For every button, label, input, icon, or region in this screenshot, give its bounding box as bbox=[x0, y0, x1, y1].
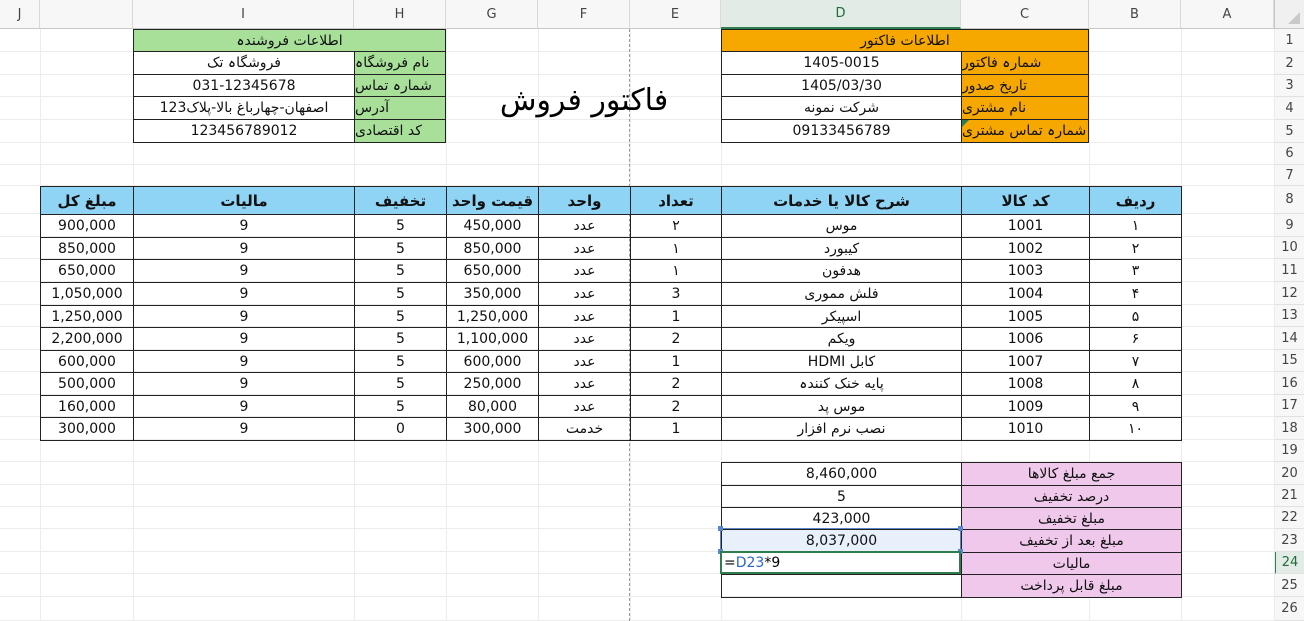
table-cell[interactable]: 450,000 bbox=[446, 214, 539, 238]
table-cell[interactable]: موس bbox=[721, 214, 962, 238]
table-cell[interactable]: فلش مموری bbox=[721, 282, 962, 306]
column-header-f[interactable]: F bbox=[538, 0, 630, 29]
table-cell[interactable]: 9 bbox=[133, 282, 355, 306]
row-header-12[interactable]: 12 bbox=[1274, 282, 1304, 305]
table-cell[interactable]: 650,000 bbox=[446, 259, 539, 283]
table-cell[interactable]: 2 bbox=[630, 327, 722, 351]
table-cell[interactable]: ۸ bbox=[1089, 372, 1182, 396]
row-header-25[interactable]: 25 bbox=[1274, 574, 1304, 597]
seller-info-value[interactable]: 031-12345678 bbox=[133, 74, 355, 97]
table-cell[interactable]: 1003 bbox=[961, 259, 1090, 283]
table-cell[interactable]: ۲ bbox=[1089, 237, 1182, 260]
table-cell[interactable]: 1006 bbox=[961, 327, 1090, 351]
table-cell[interactable]: 9 bbox=[133, 327, 355, 351]
row-header-22[interactable]: 22 bbox=[1274, 507, 1304, 529]
table-cell[interactable]: 250,000 bbox=[446, 372, 539, 396]
column-header-d[interactable]: D bbox=[721, 0, 961, 29]
table-cell[interactable]: ۴ bbox=[1089, 282, 1182, 306]
table-cell[interactable]: موس پد bbox=[721, 395, 962, 418]
table-cell[interactable]: کابل HDMI bbox=[721, 350, 962, 373]
table-cell[interactable]: 5 bbox=[354, 327, 447, 351]
table-header-cell[interactable]: قیمت واحد bbox=[446, 186, 539, 215]
table-header-cell[interactable]: واحد bbox=[538, 186, 631, 215]
table-cell[interactable]: 9 bbox=[133, 259, 355, 283]
table-header-cell[interactable]: شرح کالا یا خدمات bbox=[721, 186, 962, 215]
table-cell[interactable]: ۷ bbox=[1089, 350, 1182, 373]
row-header-18[interactable]: 18 bbox=[1274, 417, 1304, 440]
column-header-j-body[interactable] bbox=[40, 0, 133, 29]
table-cell[interactable]: عدد bbox=[538, 305, 631, 328]
table-cell[interactable]: عدد bbox=[538, 214, 631, 238]
row-header-2[interactable]: 2 bbox=[1274, 52, 1304, 75]
invoice-info-label[interactable]: تاریخ صدور bbox=[961, 74, 1089, 97]
table-cell[interactable]: 1010 bbox=[961, 417, 1090, 441]
invoice-info-header[interactable]: اطلاعات فاکتور bbox=[721, 29, 1089, 52]
table-cell[interactable]: 9 bbox=[133, 417, 355, 441]
table-cell[interactable]: ویکم bbox=[721, 327, 962, 351]
table-cell[interactable]: 1007 bbox=[961, 350, 1090, 373]
table-cell[interactable]: 1008 bbox=[961, 372, 1090, 396]
grid-line bbox=[1274, 29, 1275, 621]
row-header-4[interactable]: 4 bbox=[1274, 97, 1304, 120]
table-cell[interactable]: 600,000 bbox=[446, 350, 539, 373]
table-cell[interactable]: 850,000 bbox=[446, 237, 539, 260]
table-cell[interactable]: 1 bbox=[630, 305, 722, 328]
table-cell[interactable]: 5 bbox=[354, 282, 447, 306]
table-cell[interactable]: 300,000 bbox=[40, 417, 134, 441]
column-header-j[interactable]: J bbox=[0, 0, 40, 29]
table-cell[interactable]: 300,000 bbox=[446, 417, 539, 441]
row-header-6[interactable]: 6 bbox=[1274, 143, 1304, 165]
table-cell[interactable]: 1005 bbox=[961, 305, 1090, 328]
row-header-15[interactable]: 15 bbox=[1274, 350, 1304, 372]
row-header-24[interactable]: 24 bbox=[1274, 552, 1304, 574]
table-cell[interactable]: خدمت bbox=[538, 417, 631, 441]
table-cell[interactable]: 1,050,000 bbox=[40, 282, 134, 306]
table-cell[interactable]: 2 bbox=[630, 372, 722, 396]
row-header-13[interactable]: 13 bbox=[1274, 305, 1304, 327]
table-cell[interactable]: 1 bbox=[630, 417, 722, 441]
table-header-cell[interactable]: مبلغ کل bbox=[40, 186, 134, 215]
summary-label[interactable]: مبلغ قابل پرداخت bbox=[961, 574, 1182, 598]
seller-info-label[interactable]: نام فروشگاہ bbox=[354, 51, 446, 75]
row-header-8[interactable]: 8 bbox=[1274, 186, 1304, 214]
invoice-info-label[interactable]: شمارہ فاکتور bbox=[961, 51, 1089, 75]
summary-value[interactable] bbox=[721, 574, 962, 598]
table-cell[interactable]: کیبورد bbox=[721, 237, 962, 260]
seller-info-label[interactable]: کد اقتصادی bbox=[354, 119, 446, 143]
row-header-9[interactable]: 9 bbox=[1274, 214, 1304, 237]
row-header-19[interactable]: 19 bbox=[1274, 440, 1304, 462]
table-cell[interactable]: 1,100,000 bbox=[446, 327, 539, 351]
invoice-info-value[interactable]: 1405-0015 bbox=[721, 51, 962, 75]
table-cell[interactable]: 5 bbox=[354, 305, 447, 328]
table-cell[interactable]: 350,000 bbox=[446, 282, 539, 306]
table-cell[interactable]: 5 bbox=[354, 237, 447, 260]
table-cell[interactable]: 650,000 bbox=[40, 259, 134, 283]
row-header-5[interactable]: 5 bbox=[1274, 120, 1304, 143]
selection-handle[interactable] bbox=[718, 526, 723, 531]
table-cell[interactable]: 1009 bbox=[961, 395, 1090, 418]
table-cell[interactable]: پایه خنک کنندہ bbox=[721, 372, 962, 396]
row-header-21[interactable]: 21 bbox=[1274, 485, 1304, 507]
table-cell[interactable]: 1,250,000 bbox=[40, 305, 134, 328]
table-cell[interactable]: 1 bbox=[630, 350, 722, 373]
table-cell[interactable]: هدفون bbox=[721, 259, 962, 283]
table-cell[interactable]: 9 bbox=[133, 214, 355, 238]
table-cell[interactable]: 1001 bbox=[961, 214, 1090, 238]
table-cell[interactable]: 160,000 bbox=[40, 395, 134, 418]
formula-reference: D23 bbox=[735, 554, 765, 571]
table-cell[interactable]: عدد bbox=[538, 350, 631, 373]
column-header-b[interactable]: B bbox=[1089, 0, 1181, 29]
table-cell[interactable]: ۱ bbox=[630, 237, 722, 260]
column-header-g[interactable]: G bbox=[446, 0, 538, 29]
formula-suffix: *9 bbox=[764, 554, 781, 571]
table-cell[interactable]: ۱۰ bbox=[1089, 417, 1182, 441]
table-cell[interactable]: 9 bbox=[133, 237, 355, 260]
invoice-info-value[interactable]: 09133456789 bbox=[721, 119, 962, 143]
table-cell[interactable]: عدد bbox=[538, 259, 631, 283]
table-header-cell[interactable]: ردیف bbox=[1089, 186, 1182, 215]
table-cell[interactable]: ۳ bbox=[1089, 259, 1182, 283]
table-cell[interactable]: عدد bbox=[538, 282, 631, 306]
column-header-i[interactable]: I bbox=[133, 0, 354, 29]
table-cell[interactable]: 9 bbox=[133, 395, 355, 418]
table-cell[interactable]: ۵ bbox=[1089, 305, 1182, 328]
table-cell[interactable]: عدد bbox=[538, 395, 631, 418]
invoice-info-label[interactable]: شمارہ تماس مشتری bbox=[961, 119, 1089, 143]
selection-handle[interactable] bbox=[958, 526, 963, 531]
summary-label[interactable]: مبلغ تخفیف bbox=[961, 507, 1182, 530]
row-header-26[interactable]: 26 bbox=[1274, 597, 1304, 621]
table-cell[interactable]: 2,200,000 bbox=[40, 327, 134, 351]
row-header-20[interactable]: 20 bbox=[1274, 462, 1304, 485]
table-cell[interactable]: 2 bbox=[630, 395, 722, 418]
table-cell[interactable]: 1002 bbox=[961, 237, 1090, 260]
table-cell[interactable]: 5 bbox=[354, 372, 447, 396]
table-cell[interactable]: 850,000 bbox=[40, 237, 134, 260]
table-cell[interactable]: 900,000 bbox=[40, 214, 134, 238]
row-header-11[interactable]: 11 bbox=[1274, 259, 1304, 282]
row-header-17[interactable]: 17 bbox=[1274, 395, 1304, 417]
table-cell[interactable]: 5 bbox=[354, 350, 447, 373]
table-header-cell[interactable]: تعداد bbox=[630, 186, 722, 215]
table-cell[interactable]: 3 bbox=[630, 282, 722, 306]
seller-info-value[interactable]: فروشگاہ تک bbox=[133, 51, 355, 75]
table-cell[interactable]: 9 bbox=[133, 305, 355, 328]
column-header-e[interactable]: E bbox=[630, 0, 721, 29]
table-cell[interactable]: 0 bbox=[354, 417, 447, 441]
table-cell[interactable]: ۹ bbox=[1089, 395, 1182, 418]
table-cell[interactable]: 9 bbox=[133, 372, 355, 396]
summary-label[interactable]: مبلغ بعد از تخفیف bbox=[961, 529, 1182, 553]
table-cell[interactable]: ۲ bbox=[630, 214, 722, 238]
select-all-corner[interactable] bbox=[1274, 0, 1304, 29]
summary-label[interactable]: مالیات bbox=[961, 552, 1182, 575]
formula-prefix: = bbox=[724, 554, 736, 571]
table-cell[interactable]: 1,250,000 bbox=[446, 305, 539, 328]
grid-line bbox=[0, 164, 1274, 165]
table-cell[interactable]: عدد bbox=[538, 327, 631, 351]
table-cell[interactable]: 500,000 bbox=[40, 372, 134, 396]
table-cell[interactable]: ۱ bbox=[630, 259, 722, 283]
column-header-c[interactable]: C bbox=[961, 0, 1089, 29]
column-header-h[interactable]: H bbox=[354, 0, 446, 29]
summary-value[interactable]: 8,037,000 bbox=[721, 529, 962, 553]
summary-label[interactable]: جمع مبلغ کالاها bbox=[961, 462, 1182, 486]
table-cell[interactable]: ۶ bbox=[1089, 327, 1182, 351]
comment-indicator-icon bbox=[962, 120, 969, 127]
table-cell[interactable]: 80,000 bbox=[446, 395, 539, 418]
seller-info-value[interactable]: 123456789012 bbox=[133, 119, 355, 143]
seller-info-label[interactable]: شمارہ تماس bbox=[354, 74, 446, 97]
summary-value[interactable]: 5 bbox=[721, 485, 962, 508]
table-cell[interactable]: ۱ bbox=[1089, 214, 1182, 238]
table-cell[interactable]: عدد bbox=[538, 372, 631, 396]
invoice-info-label[interactable]: نام مشتری bbox=[961, 96, 1089, 120]
row-header-3[interactable]: 3 bbox=[1274, 75, 1304, 97]
table-cell[interactable]: 5 bbox=[354, 214, 447, 238]
table-header-cell[interactable]: مالیات bbox=[133, 186, 355, 215]
seller-info-header[interactable]: اطلاعات فروشندہ bbox=[133, 29, 446, 52]
page-title: فاکتور فروش bbox=[499, 82, 669, 118]
table-cell[interactable]: نصب نرم افزار bbox=[721, 417, 962, 441]
active-cell-editor[interactable] bbox=[720, 551, 961, 574]
table-cell[interactable]: 5 bbox=[354, 259, 447, 283]
table-cell[interactable]: 5 bbox=[354, 395, 447, 418]
table-cell[interactable]: 600,000 bbox=[40, 350, 134, 373]
table-cell[interactable]: عدد bbox=[538, 237, 631, 260]
row-header-14[interactable]: 14 bbox=[1274, 327, 1304, 350]
row-header-16[interactable]: 16 bbox=[1274, 372, 1304, 395]
seller-info-value[interactable]: اصفهان-چهارباغ بالا-پلاک123 bbox=[133, 96, 355, 120]
table-cell[interactable]: 1004 bbox=[961, 282, 1090, 306]
row-header-1[interactable]: 1 bbox=[1274, 29, 1304, 52]
table-cell[interactable]: 9 bbox=[133, 350, 355, 373]
table-header-cell[interactable]: تخفیف bbox=[354, 186, 447, 215]
summary-label[interactable]: درصد تخفیف bbox=[961, 485, 1182, 508]
summary-value[interactable]: 8,460,000 bbox=[721, 462, 962, 486]
invoice-info-value[interactable]: 1405/03/30 bbox=[721, 74, 962, 97]
row-header-23[interactable]: 23 bbox=[1274, 529, 1304, 552]
seller-info-label[interactable]: آدرس bbox=[354, 96, 446, 120]
row-header-10[interactable]: 10 bbox=[1274, 237, 1304, 259]
column-header-a[interactable]: A bbox=[1181, 0, 1274, 29]
table-header-cell[interactable]: کد کالا bbox=[961, 186, 1090, 215]
row-header-7[interactable]: 7 bbox=[1274, 165, 1304, 186]
table-cell[interactable]: اسپیکر bbox=[721, 305, 962, 328]
invoice-info-value[interactable]: شرکت نمونه bbox=[721, 96, 962, 120]
summary-value[interactable]: 423,000 bbox=[721, 507, 962, 530]
